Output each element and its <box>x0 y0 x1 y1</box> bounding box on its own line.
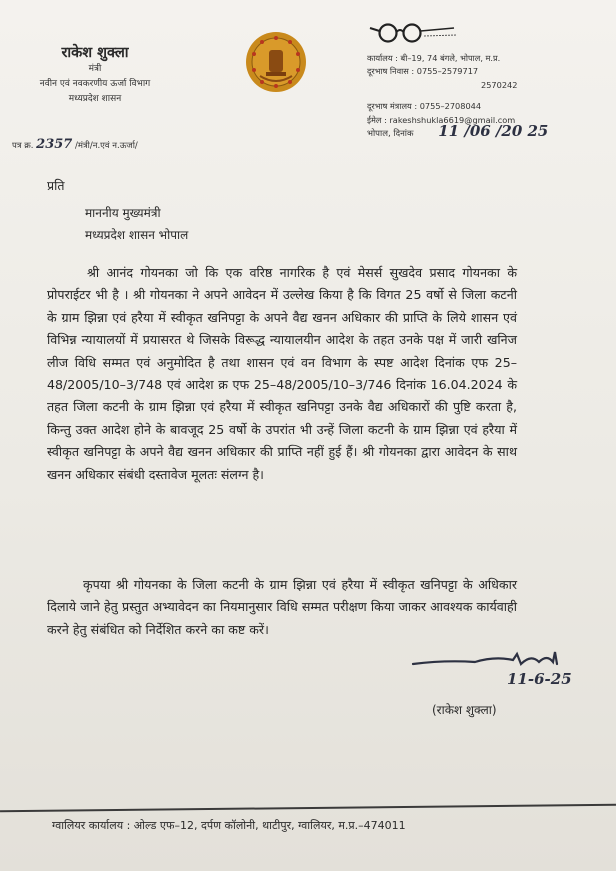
phone-home-2: 2570242 <box>481 79 518 90</box>
office-address: कार्यालय : बी–19, 74 बंगले, भोपाल, म.प्र. <box>367 53 501 63</box>
recipient-line-2: मध्यप्रदेश शासन भोपाल <box>85 228 189 242</box>
reference-line <box>12 137 138 152</box>
date-label: भोपाल, दिनांक <box>367 129 414 139</box>
signatory-name: (राकेश शुक्ला) <box>432 703 497 717</box>
gandhi-spectacles-logo <box>366 20 458 44</box>
date-line <box>367 122 548 140</box>
footer-address: ग्वालियर कार्यालय : ओल्ड एफ–12, दर्पण कॉलोनी, थाटीपुर, ग्वालियर, म.प्र.–474011 <box>52 819 406 832</box>
phone-ministry: दूरभाष मंत्रालय : 0755–2708044 <box>367 101 482 112</box>
handwritten-signature <box>405 650 595 702</box>
sender-block <box>0 44 190 107</box>
salutation: प्रति <box>47 178 65 193</box>
contact-block <box>367 52 612 127</box>
sender-name: राकेश शुक्ला <box>61 45 129 61</box>
email: ईमेल : rakeshshukla6619@gmail.com <box>367 114 516 125</box>
reference-label: पत्र क्र. <box>12 141 34 151</box>
sender-government: मध्यप्रदेश शासन <box>68 94 122 104</box>
recipient-line-1: माननीय मुख्यमंत्री <box>85 206 161 220</box>
body-paragraph-1: श्री आनंद गोयनका जो कि एक वरिष्ठ नागरिक है एवं मेसर्स सुखदेव प्रसाद गोयनका के प्रोपराईटर भी है । श्री गोयनका ने अपने आवेदन में उल्लेख किया है कि विगत 25 वर्षो से जिला कटनी के ग्राम झिन्ना एवं हरैया में स्वीकृत खनिपट्टा के अपने वैद्य खनन अधिकार की प्राप्ति के लिये शासन एवं विभिन्न न्यायालयों में प्रयासरत थे जिसके विरूद्ध न्यायालयीन आदेश के तहत उनके पक्ष में जारी खनिज लीज विधि सम्मत एवं अनुमोदित है तथा शासन एवं वन विभाग के स्पष्ट आदेश दिनांक एफ 25–48/2005/10–3/748 एवं आदेश क्र एफ 25–48/2005/10–3/746 दिनांक 16.04.2024 के तहत जिला कटनी के ग्राम झिन्ना एवं हरैया में स्वीकृत खनिपट्टा उनके वैद्य अधिकारों की पुष्टि करता है, किन्तु उक्त आदेश होने के बावजूद 25 वर्षो के उपरांत भी उन्हें जिला कटनी के ग्राम झिन्ना एवं हरैया में स्वीकृत खनिपट्टा के अपने वैद्य खनन अधिकार की प्राप्ति नहीं हुई हैं। श्री गोयनका द्वारा आवेदन के साथ खनन अधिकार संबंधी दस्तावेज मूलतः संलग्न है। <box>47 265 517 482</box>
date-handwritten: 11 /06 /20 25 <box>438 122 549 140</box>
reference-number: 2357 <box>36 137 73 152</box>
sender-department: नवीन एवं नवकरणीय ऊर्जा विभाग <box>39 79 151 89</box>
signature-date: 11-6-25 <box>507 670 572 688</box>
footer-divider <box>0 804 616 812</box>
phone-home: दूरभाष निवास : 0755–2579717 <box>367 66 479 77</box>
recipient-block <box>85 202 188 246</box>
reference-suffix: /मंत्री/न.एवं न.ऊर्जा/ <box>75 141 138 151</box>
mp-state-emblem <box>240 30 312 94</box>
sender-designation: मंत्री <box>88 64 102 74</box>
body-paragraph-2: कृपया श्री गोयनका के जिला कटनी के ग्राम झिन्ना एवं हरैया में स्वीकृत खनिपट्टा के अधिकार दिलाये जाने हेतु प्रस्तुत अभ्यावेदन का नियमानुसार विधि सम्मत परीक्षण किया जाकर आवश्यक कार्यवाही करने हेतु संबंधित को निर्देशित करने का कष्ट करें। <box>47 577 517 637</box>
